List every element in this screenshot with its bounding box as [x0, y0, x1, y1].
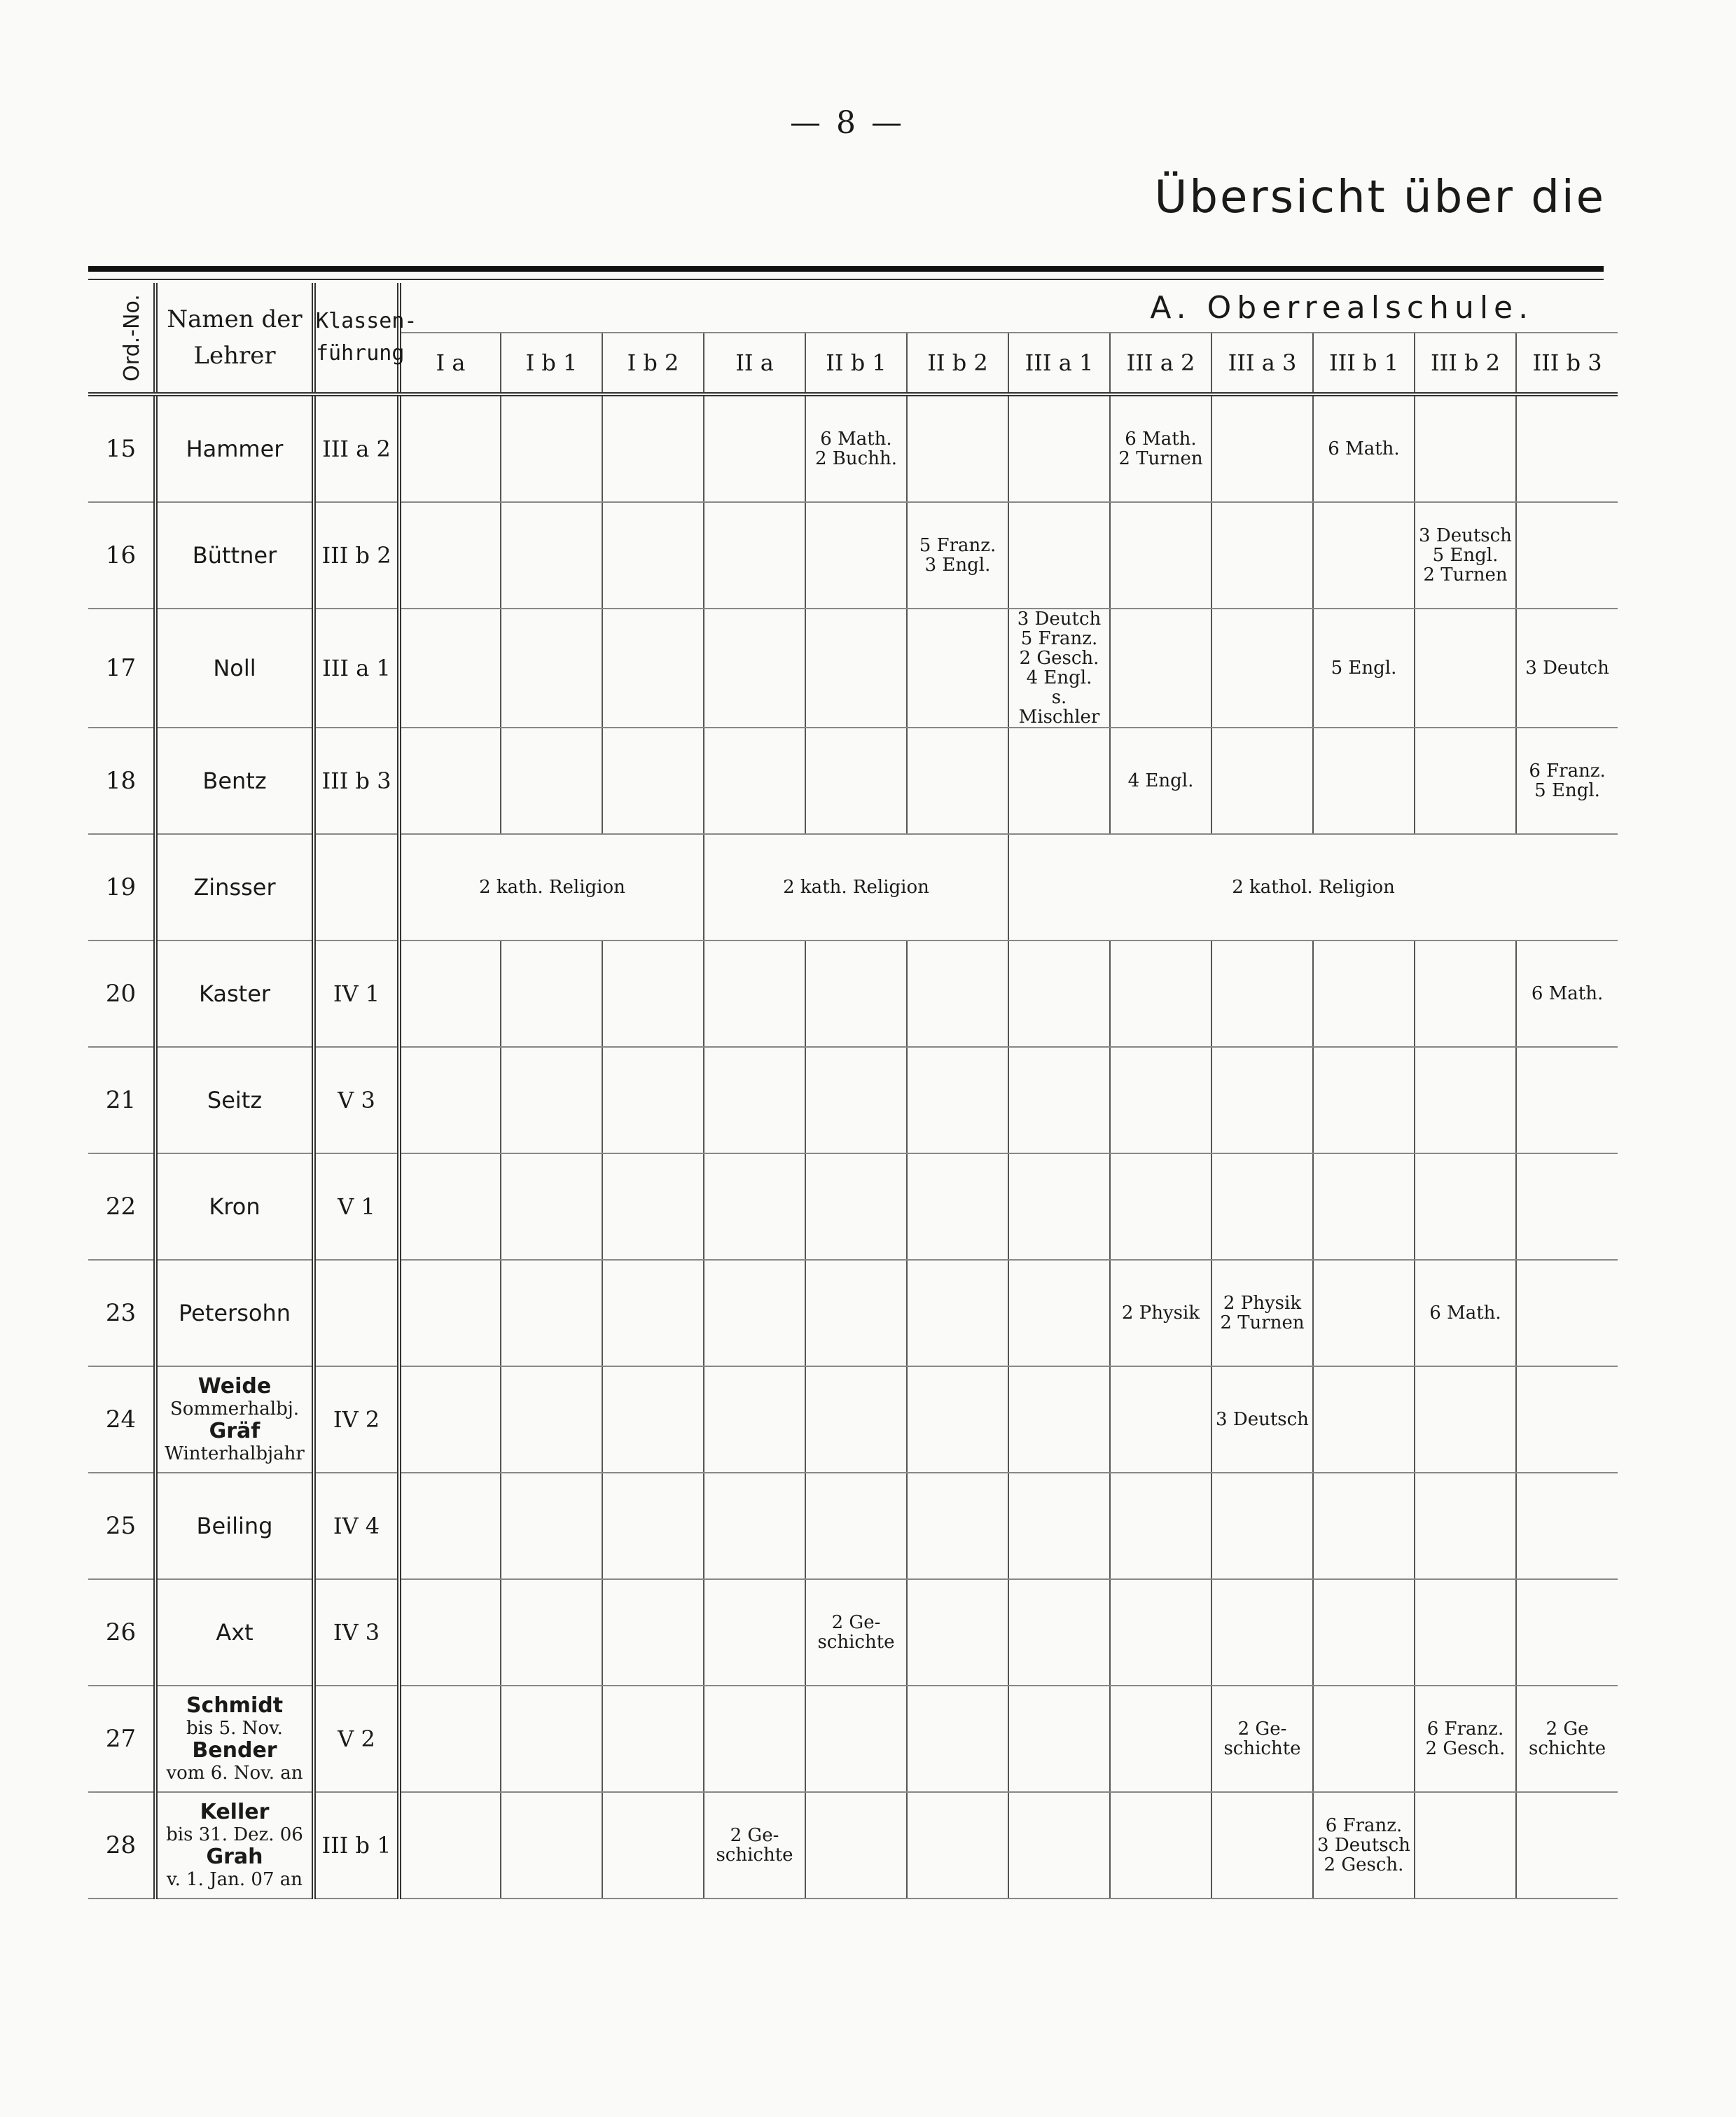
lesson-cell	[602, 1260, 704, 1366]
lesson-cell	[704, 1047, 805, 1153]
lesson-span-cell: 2 kath. Religion	[399, 834, 704, 940]
table-row	[88, 1579, 1618, 1686]
lesson-cell	[1211, 1686, 1313, 1792]
lesson-span-cell: 2 kathol. Religion	[1008, 834, 1618, 940]
teacher-name-line: Kaster	[198, 980, 271, 1007]
teacher-name-cell	[155, 1792, 314, 1899]
teacher-name-line: Bentz	[202, 768, 267, 794]
table-row	[88, 1047, 1618, 1153]
lesson-line: 2 Gesch.	[1324, 1854, 1404, 1875]
lesson-cell	[1313, 1792, 1415, 1899]
lesson-cell	[1313, 1366, 1415, 1473]
lesson-cell	[1110, 1473, 1211, 1579]
lesson-cell	[907, 728, 1008, 834]
lesson-cell	[805, 1047, 907, 1153]
lesson-cell	[1415, 1260, 1516, 1366]
lesson-cell	[1008, 609, 1110, 728]
lesson-cell	[602, 728, 704, 834]
teacher-name-line: vom 6. Nov. an	[166, 1763, 303, 1784]
lesson-line: 3 Engl.	[924, 555, 991, 576]
teacher-name-cell	[155, 728, 314, 834]
class-leader-cell: III b 1	[314, 1792, 399, 1899]
lesson-cell	[1415, 1792, 1516, 1899]
lesson-cell	[1313, 1473, 1415, 1579]
lesson-cell	[907, 609, 1008, 728]
lesson-cell	[1211, 1579, 1313, 1686]
lesson-line: schichte	[716, 1845, 793, 1866]
lesson-cell	[399, 1047, 501, 1153]
lesson-line: 4 Engl.	[1026, 667, 1092, 688]
teacher-name-line: Grah	[206, 1845, 263, 1869]
teacher-name-cell	[155, 834, 314, 940]
lesson-cell	[907, 502, 1008, 609]
lesson-cell	[1110, 1260, 1211, 1366]
teacher-name-cell	[155, 1686, 314, 1792]
lesson-cell	[1415, 609, 1516, 728]
lesson-cell	[501, 1473, 602, 1579]
ordno-cell: 18	[88, 728, 155, 834]
ordno-cell: 26	[88, 1579, 155, 1686]
teacher-name-line: Kron	[209, 1193, 261, 1220]
lesson-cell	[1313, 1047, 1415, 1153]
lesson-cell	[1211, 1047, 1313, 1153]
teacher-name-line: Winterhalbjahr	[165, 1443, 305, 1464]
lesson-cell	[1211, 1792, 1313, 1899]
lesson-cell	[805, 1260, 907, 1366]
lesson-cell	[1110, 1579, 1211, 1686]
lesson-cell	[1415, 1473, 1516, 1579]
lesson-cell	[602, 1579, 704, 1686]
lesson-cell	[501, 1260, 602, 1366]
lesson-line: 2 Turnen	[1118, 448, 1203, 469]
lesson-cell	[1008, 728, 1110, 834]
lesson-line: 2 Buchh.	[815, 448, 897, 469]
lesson-cell	[805, 1579, 907, 1686]
lesson-cell	[1110, 1366, 1211, 1473]
lesson-cell	[1516, 1366, 1618, 1473]
lesson-line: 2 Ge-	[831, 1612, 881, 1633]
lesson-cell	[399, 1473, 501, 1579]
school-header: A. Oberrealschule.	[399, 283, 1618, 333]
lesson-cell	[1313, 609, 1415, 728]
table-row	[88, 1366, 1618, 1473]
teacher-name-line: Weide	[197, 1374, 272, 1398]
lesson-line: s. Mischler	[1018, 687, 1100, 728]
schedule-table	[88, 283, 1618, 1899]
teacher-name-line: Seitz	[207, 1087, 263, 1113]
lesson-line: 2 Ge	[1546, 1719, 1589, 1740]
lesson-cell	[1008, 940, 1110, 1047]
lesson-cell	[1516, 1473, 1618, 1579]
teacher-name-cell	[155, 1579, 314, 1686]
lesson-cell	[1516, 940, 1618, 1047]
lesson-line: 3 Deutsch	[1216, 1409, 1309, 1430]
lesson-cell	[1415, 1153, 1516, 1260]
class-leader-cell: IV 4	[314, 1473, 399, 1579]
teacher-name-cell	[155, 1153, 314, 1260]
ordno-cell: 16	[88, 502, 155, 609]
lesson-cell	[1211, 1366, 1313, 1473]
lesson-cell	[1516, 1686, 1618, 1792]
lesson-cell	[399, 1792, 501, 1899]
teacher-name-cell	[155, 502, 314, 609]
ordno-cell: 21	[88, 1047, 155, 1153]
lesson-cell	[501, 1579, 602, 1686]
lesson-line: 2 Gesch.	[1019, 648, 1099, 669]
lesson-line: 6 Math.	[1328, 438, 1400, 459]
ordno-cell: 22	[88, 1153, 155, 1260]
lesson-line: schichte	[1529, 1738, 1606, 1759]
lesson-cell	[1110, 502, 1211, 609]
lesson-line: 2 Physik	[1223, 1293, 1302, 1314]
class-leader-cell	[314, 1260, 399, 1366]
lesson-cell	[805, 1153, 907, 1260]
teacher-name-cell	[155, 1047, 314, 1153]
lesson-cell	[1110, 1686, 1211, 1792]
lesson-cell	[1516, 1047, 1618, 1153]
lesson-cell	[602, 940, 704, 1047]
teacher-name-line: bis 5. Nov.	[186, 1718, 283, 1739]
lesson-cell	[1313, 1260, 1415, 1366]
teacher-name-line: Bender	[192, 1738, 277, 1763]
class-header: II a	[704, 333, 805, 394]
class-leader-cell: III a 1	[314, 609, 399, 728]
lesson-cell	[399, 394, 501, 502]
teacher-name-line: Zinsser	[193, 874, 276, 901]
ordno-header: Ord.-No.	[88, 283, 155, 394]
teacher-name-line: Sommerhalbj.	[169, 1398, 300, 1420]
lesson-cell	[907, 394, 1008, 502]
table-row	[88, 1792, 1618, 1899]
lesson-cell	[602, 609, 704, 728]
lesson-line: 3 Deutch	[1017, 609, 1102, 630]
lesson-cell	[1211, 728, 1313, 834]
lesson-cell	[907, 1260, 1008, 1366]
lesson-cell	[501, 1792, 602, 1899]
lesson-cell	[1516, 1792, 1618, 1899]
lesson-cell	[602, 1686, 704, 1792]
lesson-cell	[704, 940, 805, 1047]
lesson-cell	[907, 1686, 1008, 1792]
lesson-cell	[805, 609, 907, 728]
lesson-cell	[1313, 940, 1415, 1047]
table-row	[88, 1153, 1618, 1260]
lesson-cell	[1211, 1153, 1313, 1260]
table-row	[88, 834, 1618, 940]
class-leader-cell: III b 2	[314, 502, 399, 609]
top-rule	[88, 266, 1604, 272]
lesson-line: 4 Engl.	[1127, 770, 1194, 791]
lesson-cell	[1516, 1579, 1618, 1686]
table-row	[88, 394, 1618, 502]
lesson-cell	[1110, 1792, 1211, 1899]
teacher-name-cell	[155, 1260, 314, 1366]
lesson-line: 6 Math.	[1429, 1303, 1501, 1324]
lesson-cell	[602, 1047, 704, 1153]
table-row	[88, 1686, 1618, 1792]
ordno-cell: 27	[88, 1686, 155, 1792]
teacher-name-cell	[155, 1473, 314, 1579]
teacher-name-cell	[155, 394, 314, 502]
lesson-cell	[1415, 1686, 1516, 1792]
class-leader-cell: IV 2	[314, 1366, 399, 1473]
table-row	[88, 609, 1618, 728]
lesson-cell	[704, 1473, 805, 1579]
class-leader-cell: V 1	[314, 1153, 399, 1260]
ordno-cell: 17	[88, 609, 155, 728]
lesson-cell	[1008, 1366, 1110, 1473]
lesson-cell	[399, 1579, 501, 1686]
lesson-cell	[1415, 394, 1516, 502]
lesson-cell	[1110, 1047, 1211, 1153]
name-header: Namen der Lehrer	[155, 283, 314, 394]
lesson-line: 5 Engl.	[1331, 658, 1397, 679]
class-header: I b 1	[501, 333, 602, 394]
teacher-name-line: Büttner	[192, 542, 277, 569]
lesson-cell	[704, 394, 805, 502]
ordno-cell: 23	[88, 1260, 155, 1366]
lesson-cell	[399, 1686, 501, 1792]
lesson-cell	[1110, 394, 1211, 502]
lesson-cell	[805, 502, 907, 609]
lesson-cell	[399, 609, 501, 728]
teacher-name-cell	[155, 609, 314, 728]
class-header: III b 2	[1415, 333, 1516, 394]
section-title: Übersicht über die	[1154, 172, 1606, 223]
teacher-name-cell	[155, 1366, 314, 1473]
lesson-cell	[704, 609, 805, 728]
table-row	[88, 728, 1618, 834]
lesson-line: schichte	[817, 1632, 895, 1653]
lesson-cell	[1313, 1153, 1415, 1260]
teacher-name-line: Schmidt	[186, 1693, 284, 1718]
class-leader-cell: V 3	[314, 1047, 399, 1153]
ordno-cell: 19	[88, 834, 155, 940]
table-row	[88, 1473, 1618, 1579]
lesson-cell	[805, 394, 907, 502]
class-header: I a	[399, 333, 501, 394]
class-leader-cell: IV 1	[314, 940, 399, 1047]
lesson-cell	[1516, 1153, 1618, 1260]
class-header: III a 2	[1110, 333, 1211, 394]
lesson-cell	[1313, 1686, 1415, 1792]
table-row	[88, 502, 1618, 609]
class-leader-cell	[314, 834, 399, 940]
lesson-cell	[805, 728, 907, 834]
ordno-cell: 28	[88, 1792, 155, 1899]
lesson-cell	[907, 1579, 1008, 1686]
lesson-line: 6 Math.	[1531, 983, 1604, 1004]
lesson-line: 5 Franz.	[919, 535, 997, 556]
lesson-cell	[399, 1366, 501, 1473]
lesson-cell	[805, 940, 907, 1047]
lesson-line: 2 Ge-	[1237, 1719, 1287, 1740]
lesson-cell	[399, 1260, 501, 1366]
lesson-cell	[1008, 1153, 1110, 1260]
lesson-line: 5 Engl.	[1432, 545, 1499, 566]
lesson-cell	[1211, 1473, 1313, 1579]
ordno-cell: 25	[88, 1473, 155, 1579]
lesson-line: 2 Physik	[1121, 1303, 1200, 1324]
lesson-cell	[602, 1153, 704, 1260]
lesson-cell	[907, 1473, 1008, 1579]
lesson-cell	[501, 502, 602, 609]
lesson-cell	[704, 1686, 805, 1792]
ordno-cell: 20	[88, 940, 155, 1047]
lesson-cell	[501, 728, 602, 834]
lesson-cell	[1415, 1579, 1516, 1686]
lesson-cell	[399, 502, 501, 609]
lesson-cell	[907, 1153, 1008, 1260]
class-header: II b 1	[805, 333, 907, 394]
lesson-cell	[1008, 1047, 1110, 1153]
lesson-line: 6 Franz.	[1426, 1719, 1504, 1740]
class-header: I b 2	[602, 333, 704, 394]
lesson-cell	[704, 728, 805, 834]
lesson-cell	[1415, 502, 1516, 609]
lesson-cell	[1110, 728, 1211, 834]
lesson-line: 2 Turnen	[1423, 564, 1508, 585]
teacher-name-line: Petersohn	[178, 1300, 291, 1326]
top-rule-thin	[88, 279, 1604, 280]
lesson-cell	[602, 1792, 704, 1899]
lesson-line: 6 Franz.	[1529, 761, 1606, 782]
lesson-cell	[907, 1047, 1008, 1153]
lesson-cell	[1415, 1366, 1516, 1473]
teacher-name-cell	[155, 940, 314, 1047]
lesson-line: 3 Deutsch	[1317, 1835, 1410, 1856]
lesson-cell	[501, 1366, 602, 1473]
lesson-cell	[501, 940, 602, 1047]
lesson-cell	[1211, 394, 1313, 502]
lesson-line: 5 Franz.	[1020, 628, 1098, 649]
lesson-cell	[1313, 728, 1415, 834]
class-leader-cell: III b 3	[314, 728, 399, 834]
teacher-name-line: bis 31. Dez. 06	[166, 1824, 303, 1845]
lesson-cell	[1110, 609, 1211, 728]
lesson-cell	[1211, 502, 1313, 609]
lesson-line: 6 Math.	[820, 429, 892, 450]
lesson-cell	[1313, 502, 1415, 609]
teacher-name-line: Noll	[213, 655, 256, 681]
lesson-line: 2 Ge-	[730, 1825, 779, 1846]
teacher-name-line: v. 1. Jan. 07 an	[167, 1869, 303, 1890]
lesson-cell	[602, 394, 704, 502]
lesson-line: 3 Deutch	[1525, 658, 1609, 679]
lesson-cell	[1008, 1473, 1110, 1579]
lesson-cell	[1211, 609, 1313, 728]
teacher-name-line: Hammer	[186, 436, 284, 462]
lesson-cell	[399, 728, 501, 834]
lesson-cell	[805, 1792, 907, 1899]
lesson-cell	[704, 1366, 805, 1473]
lesson-cell	[1110, 940, 1211, 1047]
lesson-cell	[805, 1473, 907, 1579]
ordno-cell: 24	[88, 1366, 155, 1473]
ordno-cell: 15	[88, 394, 155, 502]
class-header: III a 1	[1008, 333, 1110, 394]
lesson-cell	[1516, 609, 1618, 728]
lesson-cell	[602, 502, 704, 609]
lesson-cell	[907, 1792, 1008, 1899]
lesson-cell	[501, 1153, 602, 1260]
lesson-cell	[1211, 1260, 1313, 1366]
lesson-cell	[602, 1366, 704, 1473]
lesson-cell	[1415, 940, 1516, 1047]
lesson-cell	[501, 1686, 602, 1792]
lesson-cell	[1008, 1260, 1110, 1366]
lesson-cell	[399, 1153, 501, 1260]
class-header: III b 1	[1313, 333, 1415, 394]
lesson-cell	[805, 1366, 907, 1473]
class-leader-cell: III a 2	[314, 394, 399, 502]
class-header: III a 3	[1211, 333, 1313, 394]
lesson-cell	[1008, 394, 1110, 502]
teacher-name-line: Keller	[200, 1800, 270, 1824]
lesson-cell	[1008, 1686, 1110, 1792]
lesson-cell	[907, 1366, 1008, 1473]
lesson-cell	[704, 1792, 805, 1899]
lesson-cell	[501, 609, 602, 728]
lesson-cell	[1313, 394, 1415, 502]
lesson-line: 6 Math.	[1125, 429, 1197, 450]
lesson-cell	[1008, 1792, 1110, 1899]
lesson-cell	[704, 502, 805, 609]
table-row	[88, 940, 1618, 1047]
lesson-line: 2 Gesch.	[1425, 1738, 1506, 1759]
lesson-line: schichte	[1223, 1738, 1301, 1759]
lesson-line: 6 Franz.	[1325, 1815, 1403, 1836]
class-leader-header: Klassen- führung	[314, 283, 399, 394]
lesson-cell	[1415, 728, 1516, 834]
lesson-cell	[1211, 940, 1313, 1047]
lesson-cell	[704, 1260, 805, 1366]
table-row	[88, 1260, 1618, 1366]
teacher-name-line: Axt	[216, 1619, 254, 1646]
lesson-cell	[1516, 394, 1618, 502]
class-header: II b 2	[907, 333, 1008, 394]
lesson-line: 3 Deutsch	[1419, 525, 1512, 546]
class-leader-cell: IV 3	[314, 1579, 399, 1686]
lesson-line: 2 Turnen	[1220, 1312, 1305, 1333]
lesson-cell	[1516, 1260, 1618, 1366]
lesson-cell	[1110, 1153, 1211, 1260]
lesson-cell	[1415, 1047, 1516, 1153]
lesson-cell	[501, 1047, 602, 1153]
lesson-span-cell: 2 kath. Religion	[704, 834, 1008, 940]
teacher-name-line: Gräf	[209, 1419, 261, 1443]
lesson-cell	[704, 1579, 805, 1686]
lesson-cell	[1516, 728, 1618, 834]
class-header: III b 3	[1516, 333, 1618, 394]
page-number: — 8 —	[790, 105, 905, 141]
lesson-cell	[399, 940, 501, 1047]
lesson-cell	[805, 1686, 907, 1792]
class-leader-cell: V 2	[314, 1686, 399, 1792]
lesson-cell	[1008, 502, 1110, 609]
lesson-cell	[907, 940, 1008, 1047]
lesson-cell	[602, 1473, 704, 1579]
teacher-name-line: Beiling	[196, 1513, 273, 1539]
lesson-cell	[1008, 1579, 1110, 1686]
lesson-cell	[704, 1153, 805, 1260]
lesson-line: 5 Engl.	[1534, 780, 1600, 801]
lesson-cell	[1516, 502, 1618, 609]
lesson-cell	[1313, 1579, 1415, 1686]
lesson-cell	[501, 394, 602, 502]
